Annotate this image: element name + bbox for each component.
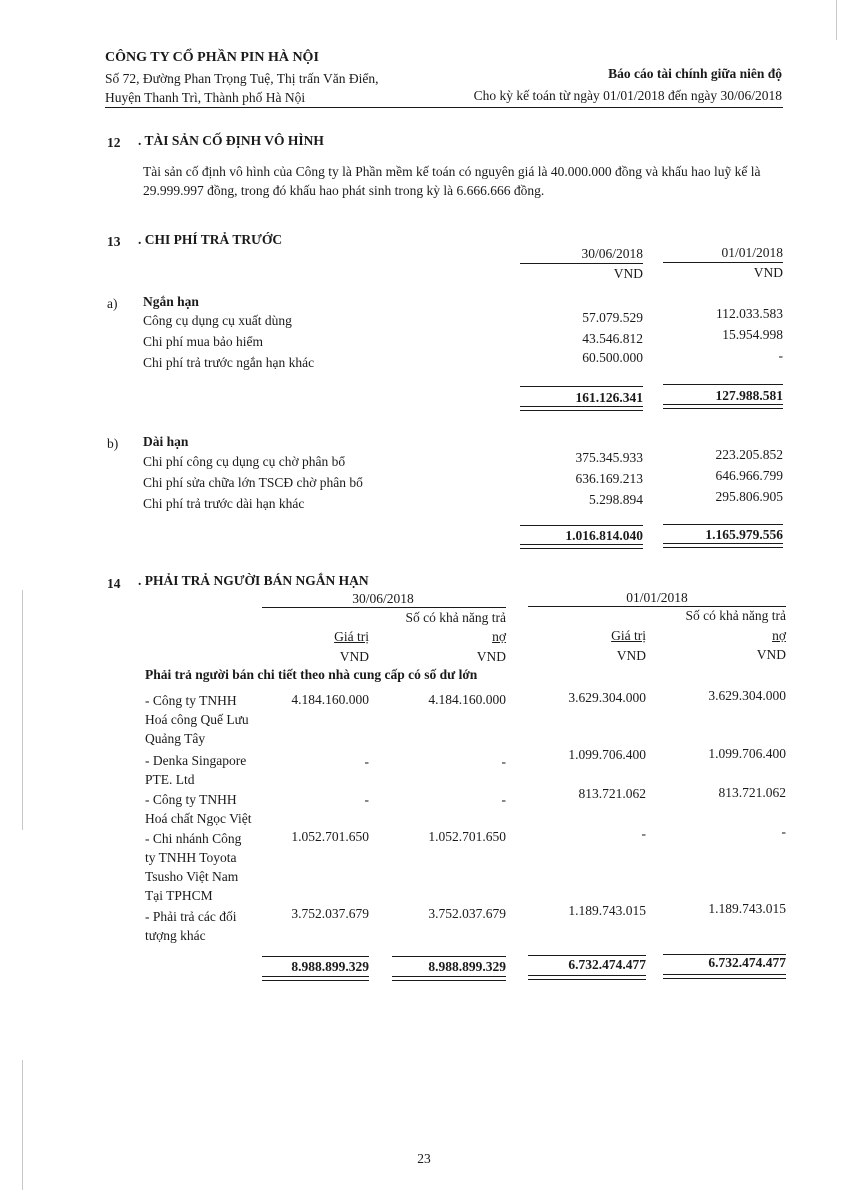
long-term-total-top-rule — [520, 525, 643, 526]
short-term-total-double-rule — [663, 404, 783, 409]
company-address-line1: Số 72, Đường Phan Trọng Tuệ, Thị trấn Văn Điển, — [105, 71, 379, 86]
supplier-payable-01-01: 1.099.706.400 — [708, 746, 786, 761]
section14-total-top-rule — [262, 956, 369, 957]
section14-col-payable-header-line2: nợ — [772, 628, 786, 643]
supplier-name-line: ty TNHH Toyota — [145, 850, 237, 865]
short-term-marker: a) — [107, 296, 118, 311]
prepaid-row-value-30-06: 57.079.529 — [582, 310, 643, 325]
prepaid-row-label: Chi phí sửa chữa lớn TSCĐ chờ phân bổ — [143, 475, 363, 490]
section14-unit: VND — [476, 649, 506, 664]
supplier-name-line: PTE. Ltd — [145, 772, 195, 787]
section14-group2-date: 01/01/2018 — [626, 590, 688, 605]
section12-paragraph: Tài sản cố định vô hình của Công ty là Phần mềm kế toán có nguyên giá là 40.000.000 đồng và khấu hao luỹ kế là 29.999.997 đồng, trong đó khấu hao phát sinh trong kỳ là 6.666.666 đồng. — [143, 164, 761, 198]
section14-total-double-rule — [528, 975, 646, 980]
prepaid-row-value-30-06: 375.345.933 — [575, 450, 643, 465]
prepaid-row-value-01-01: 223.205.852 — [715, 447, 783, 462]
long-term-total-30-06: 1.016.814.040 — [565, 528, 643, 543]
section14-total-top-rule — [392, 956, 506, 957]
scan-edge-mark — [22, 1060, 23, 1190]
supplier-name-line: tượng khác — [145, 928, 206, 943]
long-term-heading: Dài hạn — [143, 434, 189, 449]
supplier-name-line: Hoá chất Ngọc Việt — [145, 811, 252, 826]
scan-edge-mark — [22, 590, 23, 830]
prepaid-row-value-30-06: 60.500.000 — [582, 350, 643, 365]
section13-col2-rule — [663, 262, 783, 263]
section13-title: . CHI PHÍ TRẢ TRƯỚC — [138, 232, 283, 247]
supplier-name-line: - Công ty TNHH — [145, 792, 237, 807]
long-term-total-double-rule — [520, 544, 643, 549]
supplier-payable-01-01: 3.629.304.000 — [708, 688, 786, 703]
prepaid-row-value-30-06: 43.546.812 — [582, 331, 643, 346]
long-term-total-top-rule — [663, 524, 783, 525]
short-term-total-01-01: 127.988.581 — [715, 388, 783, 403]
report-period: Cho kỳ kế toán từ ngày 01/01/2018 đến ngày 30/06/2018 — [473, 88, 782, 103]
supplier-payable-30-06: 3.752.037.679 — [428, 906, 506, 921]
company-name: CÔNG TY CỔ PHẦN PIN HÀ NỘI — [105, 50, 319, 65]
report-title: Báo cáo tài chính giữa niên độ — [608, 66, 782, 81]
supplier-name-line: - Chi nhánh Công — [145, 831, 242, 846]
supplier-value-30-06: 4.184.160.000 — [291, 692, 369, 707]
supplier-value-30-06: 3.752.037.679 — [291, 906, 369, 921]
supplier-value-01-01: 813.721.062 — [578, 786, 646, 801]
section14-total-payable-01-01: 6.732.474.477 — [708, 955, 786, 970]
section14-col-value-header: Giá trị — [334, 629, 369, 644]
supplier-value-30-06: 1.052.701.650 — [291, 829, 369, 844]
prepaid-row-value-30-06: 5.298.894 — [589, 492, 643, 507]
supplier-name-line: Hoá công Quế Lưu — [145, 712, 249, 727]
supplier-payable-01-01: - — [781, 824, 786, 839]
section13-col1-rule — [520, 263, 643, 264]
supplier-payable-30-06: 1.052.701.650 — [428, 829, 506, 844]
section14-col-value-header: Giá trị — [611, 628, 646, 643]
section14-unit: VND — [616, 648, 646, 663]
section13-col1-unit: VND — [613, 266, 643, 281]
prepaid-row-value-01-01: 15.954.998 — [722, 327, 783, 342]
section14-number: 14 — [107, 576, 121, 591]
supplier-name-line: Tsusho Việt Nam — [145, 869, 239, 884]
long-term-total-double-rule — [663, 543, 783, 548]
supplier-payable-30-06: - — [501, 754, 506, 769]
supplier-value-01-01: 1.189.743.015 — [568, 903, 646, 918]
section14-col-payable-header-line1: Số có khả năng trả — [405, 610, 506, 625]
prepaid-row-value-01-01: 112.033.583 — [716, 306, 783, 321]
prepaid-row-value-01-01: 646.966.799 — [715, 468, 783, 483]
short-term-total-top-rule — [520, 386, 643, 387]
section14-group1-rule — [262, 607, 506, 608]
supplier-value-01-01: 1.099.706.400 — [568, 747, 646, 762]
section13-col2-unit: VND — [753, 265, 783, 280]
supplier-name-line: - Denka Singapore — [145, 753, 247, 768]
prepaid-row-label: Công cụ dụng cụ xuất dùng — [143, 313, 292, 328]
section14-total-top-rule — [528, 955, 646, 956]
section14-total-payable-30-06: 8.988.899.329 — [428, 959, 506, 974]
section14-unit: VND — [339, 649, 369, 664]
prepaid-row-value-30-06: 636.169.213 — [575, 471, 643, 486]
short-term-heading: Ngắn hạn — [143, 294, 199, 309]
long-term-marker: b) — [107, 436, 119, 451]
prepaid-row-value-01-01: 295.806.905 — [715, 489, 783, 504]
short-term-total-top-rule — [663, 384, 783, 385]
supplier-value-30-06: - — [364, 792, 369, 807]
supplier-name-line: Tại TPHCM — [145, 888, 213, 903]
prepaid-row-label: Chi phí trả trước ngắn hạn khác — [143, 355, 315, 370]
section13-col1-date: 30/06/2018 — [581, 246, 643, 261]
section12-title: . TÀI SẢN CỐ ĐỊNH VÔ HÌNH — [138, 133, 324, 148]
supplier-value-01-01: 3.629.304.000 — [568, 690, 646, 705]
header-rule — [105, 107, 783, 108]
company-address-line2: Huyện Thanh Trì, Thành phố Hà Nội — [105, 90, 306, 105]
scan-edge-mark — [836, 0, 837, 40]
supplier-payable-01-01: 1.189.743.015 — [708, 901, 786, 916]
supplier-name-line: - Phải trả các đối — [145, 909, 237, 924]
supplier-value-30-06: - — [364, 754, 369, 769]
long-term-total-01-01: 1.165.979.556 — [705, 527, 783, 542]
prepaid-row-label: Chi phí trả trước dài hạn khác — [143, 496, 305, 511]
section14-group2-rule — [528, 606, 786, 607]
section14-group1-date: 30/06/2018 — [352, 591, 414, 606]
prepaid-row-label: Chi phí công cụ dụng cụ chờ phân bổ — [143, 454, 346, 469]
section14-unit: VND — [756, 647, 786, 662]
section13-number: 13 — [107, 234, 121, 249]
section13-col2-date: 01/01/2018 — [721, 245, 783, 260]
section14-col-payable-header-line1: Số có khả năng trả — [685, 608, 786, 623]
short-term-total-double-rule — [520, 406, 643, 411]
supplier-name-line: Quảng Tây — [145, 731, 206, 746]
section12-number: 12 — [107, 135, 121, 150]
supplier-payable-30-06: - — [501, 792, 506, 807]
section14-total-value-30-06: 8.988.899.329 — [291, 959, 369, 974]
short-term-total-30-06: 161.126.341 — [575, 390, 643, 405]
section14-total-double-rule — [262, 976, 369, 981]
supplier-name-line: - Công ty TNHH — [145, 693, 237, 708]
supplier-value-01-01: - — [641, 826, 646, 841]
prepaid-row-label: Chi phí mua bảo hiểm — [143, 334, 263, 349]
supplier-payable-01-01: 813.721.062 — [718, 785, 786, 800]
section14-total-double-rule — [663, 974, 786, 979]
section14-total-value-01-01: 6.732.474.477 — [568, 957, 646, 972]
section14-total-double-rule — [392, 976, 506, 981]
prepaid-row-value-01-01: - — [778, 348, 783, 363]
page-number: 23 — [417, 1151, 431, 1166]
section14-title: . PHẢI TRẢ NGƯỜI BÁN NGẮN HẠN — [138, 573, 369, 588]
section14-subtitle: Phải trả người bán chi tiết theo nhà cung cấp có số dư lớn — [145, 667, 478, 682]
section14-col-payable-header-line2: nợ — [492, 629, 506, 644]
supplier-payable-30-06: 4.184.160.000 — [428, 692, 506, 707]
